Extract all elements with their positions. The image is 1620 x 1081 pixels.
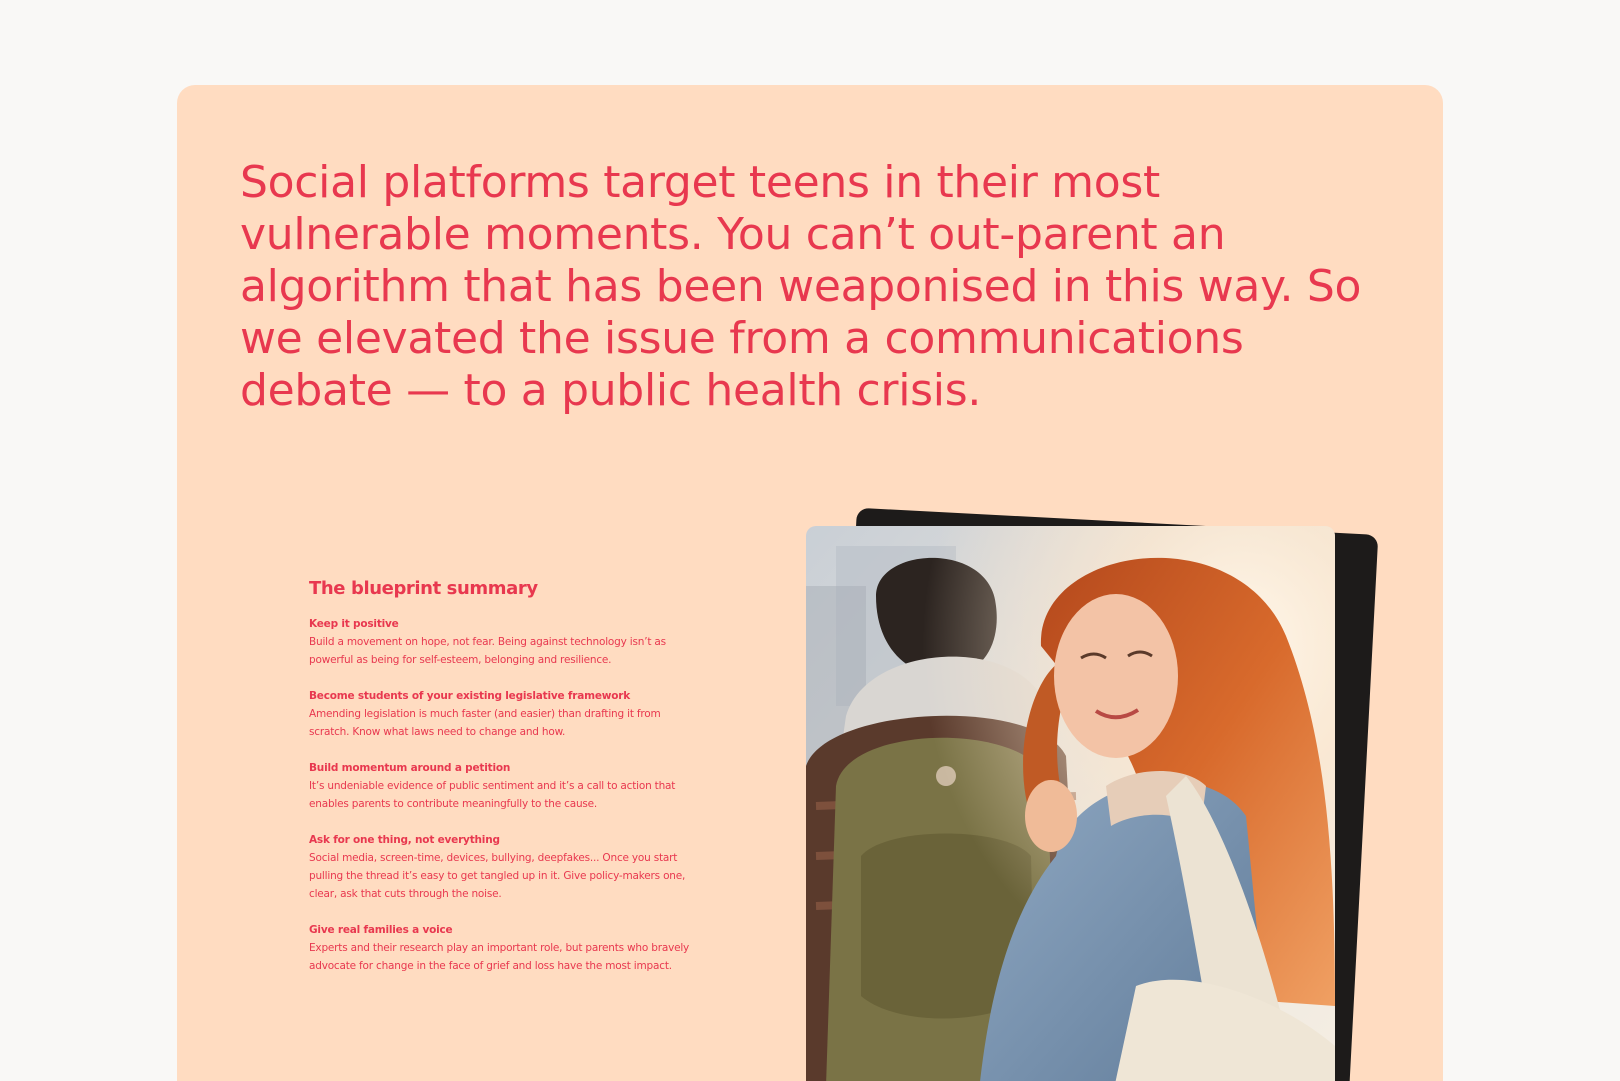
- summary-item: [309, 759, 694, 813]
- summary-item: [309, 687, 694, 741]
- summary-item-title: Become students of your existing legislative framework: [309, 690, 631, 702]
- summary-item-title: Keep it positive: [309, 618, 399, 630]
- summary-item-body: Amending legislation is much faster (and easier) than drafting it from scratch. Know what laws need to change and how.: [309, 708, 661, 738]
- girl-hand: [1025, 780, 1077, 852]
- summary-item-title: Give real families a voice: [309, 924, 453, 936]
- summary-item-body: Experts and their research play an important role, but parents who bravely advocate for change in the face of grief and loss have the most impact.: [309, 942, 690, 972]
- girl-face: [1054, 594, 1178, 758]
- summary-item: [309, 831, 694, 903]
- summary-item-title: Ask for one thing, not everything: [309, 834, 500, 846]
- summary-item: [309, 615, 694, 669]
- summary-item-body: Build a movement on hope, not fear. Being against technology isn’t as powerful as being for self-esteem, belonging and resilience.: [309, 636, 666, 666]
- summary-item-body: Social media, screen-time, devices, bullying, deepfakes... Once you start pulling the thread it’s easy to get tangled up in it. Give policy-makers one, clear, ask that cuts through the noise.: [309, 852, 686, 900]
- blueprint-summary: [309, 577, 694, 993]
- summary-item-title: Build momentum around a petition: [309, 762, 511, 774]
- teens-illustration: [806, 526, 1335, 1081]
- hero-headline: Social platforms target teens in their most vulnerable moments. You can’t out-parent an algorithm that has been weaponised in this way. So we elevated the issue from a communications debate — to a public health crisis.: [240, 157, 1362, 416]
- content-card: [177, 85, 1443, 1081]
- summary-item: [309, 921, 694, 975]
- summary-item-body: It’s undeniable evidence of public sentiment and it’s a call to action that enables parents to contribute meaningfully to the cause.: [309, 780, 676, 810]
- teens-photo: [806, 526, 1335, 1081]
- summary-title: The blueprint summary: [309, 578, 538, 599]
